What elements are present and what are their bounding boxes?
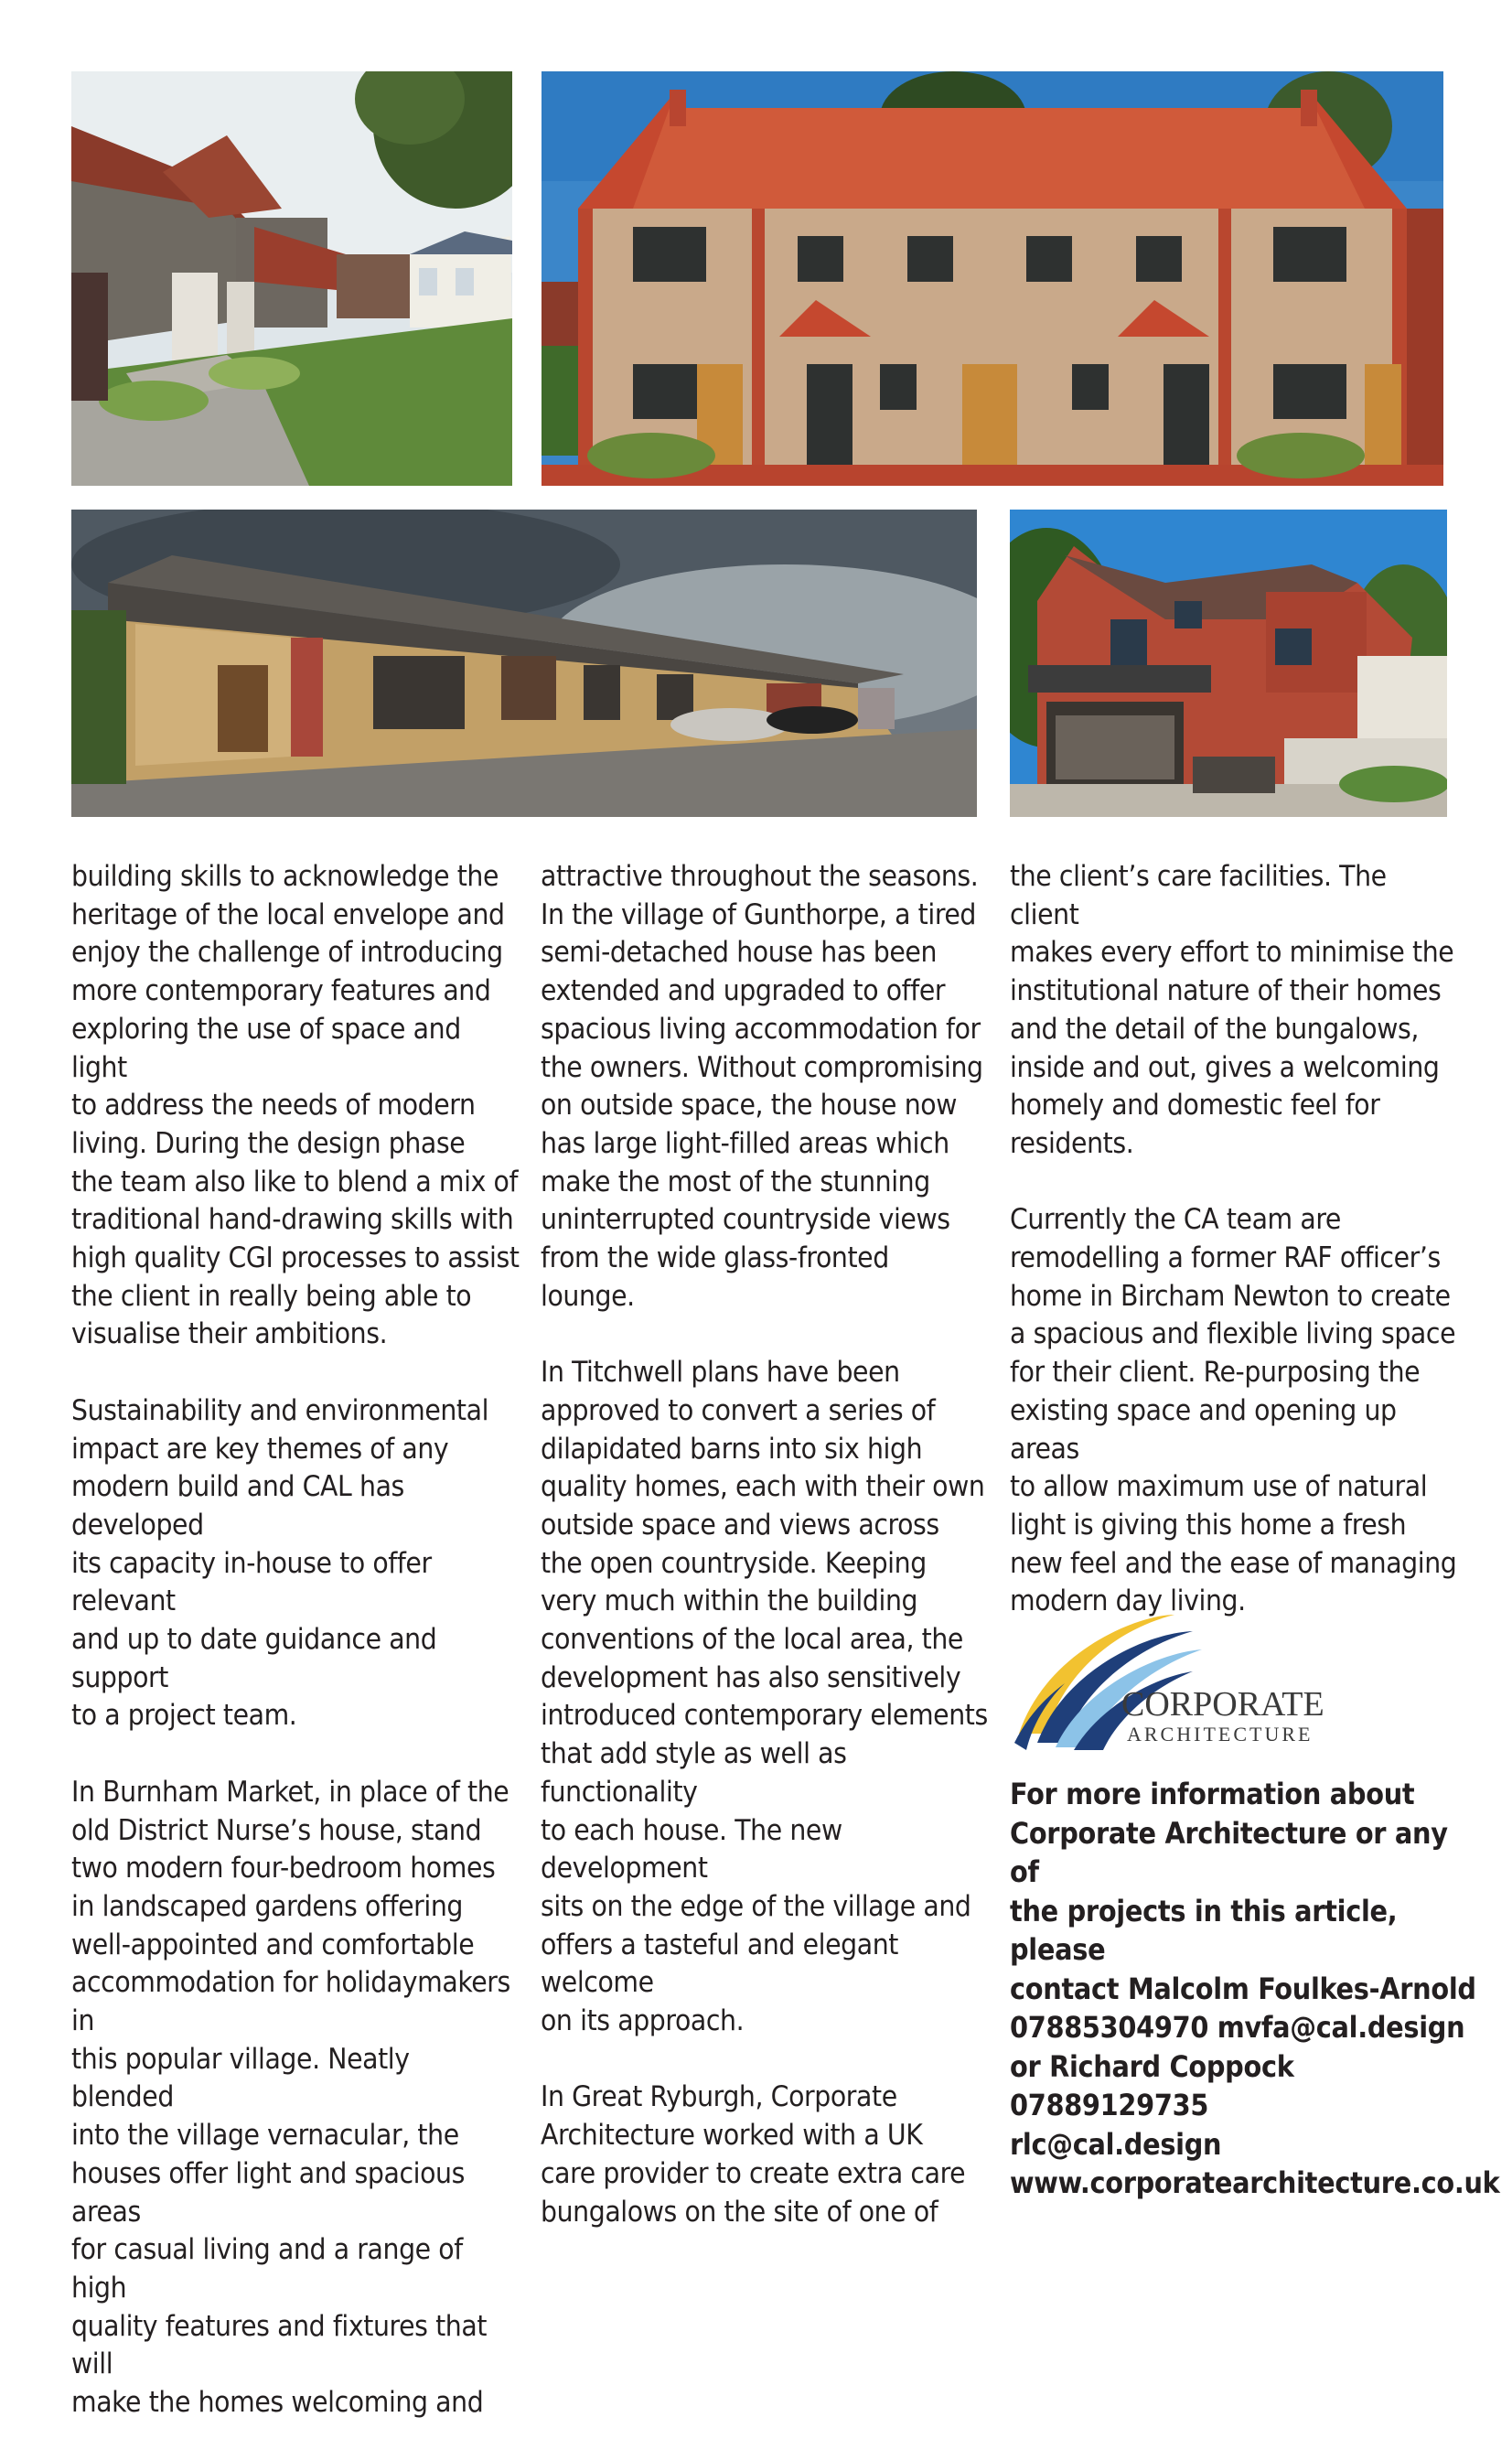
paragraph: Sustainability and environmental impact are key themes of any modern build and CAL has developed its capacity in-house to offer relevant and up to date guidance and support to a project team.: [71, 1393, 489, 1733]
text-column-2: [541, 858, 989, 2270]
photo-flint-houses: [542, 71, 1443, 486]
photo-bungalows: [71, 71, 512, 486]
text-column-3: [1010, 858, 1458, 1660]
paragraph: In Great Ryburgh, Corporate Architecture worked with a UK care provider to create extra care bungalows on the site of one of: [541, 2080, 966, 2229]
corporate-architecture-logo: [1010, 1596, 1339, 1761]
logo-text-architecture: ARCHITECTURE: [1127, 1723, 1314, 1746]
paragraph: In Burnham Market, in place of the old District Nurse’s house, stand two modern four-bedroom homes in landscaped gardens offering well-appointed and comfortable accommodation for holidaymakers in this popular village. Neatly blended into the village vernacular, the houses offer light and spacious areas for casual living and a range of high quality features and fixtures that will make the homes welcoming and: [71, 1775, 510, 2420]
logo-text-corporate: CORPORATE: [1121, 1685, 1324, 1724]
photo-brick-house: [1010, 510, 1447, 817]
paragraph: attractive throughout the seasons. In the village of Gunthorpe, a tired semi-detached house has been extended and upgraded to offer spacious living accommodation for the owners. Without compromising on outside space, the house now has large light-filled areas which make the most of the stunning uninterrupted countryside views from the wide glass-fronted lounge.: [541, 860, 983, 1313]
paragraph: In Titchwell plans have been approved to convert a series of dilapidated barns into six high quality homes, each with their own outside space and views across the open countryside. Keeping very much within the building conventions of the local area, the development has also sensitively introduced contemporary elements that add style as well as functionality to each house. The new development sits on the edge of the village and offers a tasteful and elegant welcome on its approach.: [541, 1356, 988, 2038]
paragraph: Currently the CA team are remodelling a former RAF officer’s home in Bircham Newton to create a spacious and flexible living space for their client. Re-purposing the existing space and opening up areas to allow maximum use of natural light is giving this home a fresh new feel and the ease of managing modern day living.: [1010, 1203, 1457, 1618]
paragraph: building skills to acknowledge the heritage of the local envelope and enjoy the challenge of introducing more contemporary features and exploring the use of space and light to address the needs of modern living. During the design phase the team also like to blend a mix of traditional hand-drawing skills with high quality CGI processes to assist the client in really being able to visualise their ambitions.: [71, 860, 520, 1351]
paragraph: the client’s care facilities. The client makes every effort to minimise the institutional nature of their homes and the detail of the bungalows, inside and out, gives a welcoming homely and domestic feel for residents.: [1010, 860, 1454, 1160]
contact-information: For more information about Corporate Architecture or any of the projects in this article, please contact Malcolm Foulkes-Arnold 07885304970 mvfa@cal.design or Richard Coppock 07889129735 rlc@cal.design www.corporatearchitecture.co.uk: [1010, 1777, 1500, 2200]
photo-barn-cgi: [71, 510, 977, 817]
text-column-1: [71, 858, 520, 2460]
